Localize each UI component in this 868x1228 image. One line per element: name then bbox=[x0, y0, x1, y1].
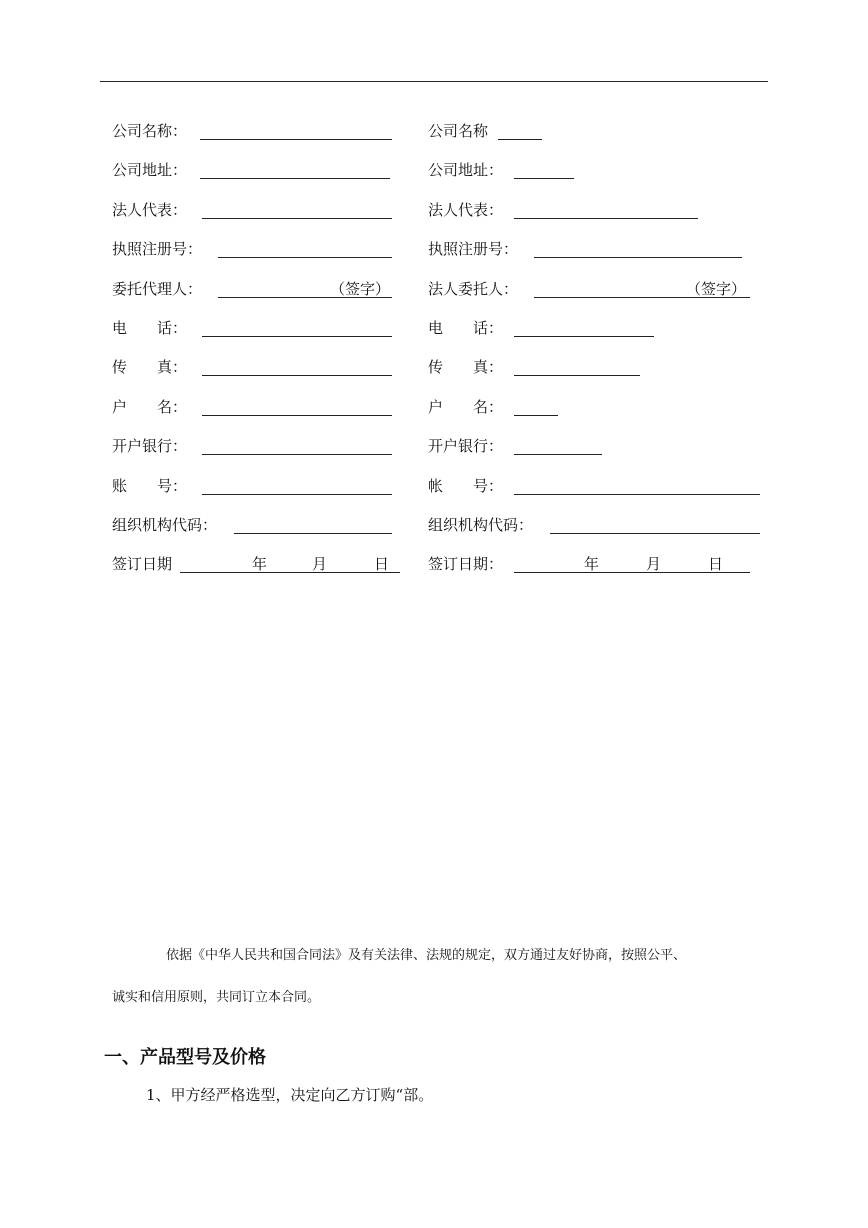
left-account-no-row bbox=[112, 476, 402, 500]
right-day-label: 日 bbox=[708, 555, 724, 573]
left-agent-row bbox=[112, 279, 402, 303]
left-company-name-label: 公司名称： bbox=[112, 122, 188, 140]
right-phone-row bbox=[428, 318, 768, 342]
left-company-name-row bbox=[112, 121, 402, 145]
right-license-no-label: 执照注册号： bbox=[428, 240, 519, 258]
header-rule bbox=[100, 81, 768, 82]
left-company-address-field[interactable] bbox=[200, 178, 390, 179]
right-month-label: 月 bbox=[646, 555, 662, 573]
right-org-code-label: 组织机构代码： bbox=[428, 516, 534, 534]
right-entrusted-row bbox=[428, 279, 768, 303]
left-account-name-label: 户 名： bbox=[112, 398, 188, 416]
right-company-address-field[interactable] bbox=[514, 178, 574, 179]
left-license-no-field[interactable] bbox=[218, 257, 392, 258]
left-sign-date-field[interactable] bbox=[180, 572, 400, 573]
left-license-no-label: 执照注册号： bbox=[112, 240, 203, 258]
left-year-label: 年 bbox=[252, 555, 268, 573]
right-sign-date-row bbox=[428, 554, 768, 578]
intro-paragraph-line2: 诚实和信用原则，共同订立本合同。 bbox=[112, 990, 321, 1005]
left-account-no-field[interactable] bbox=[202, 494, 392, 495]
left-account-name-row bbox=[112, 397, 402, 421]
left-phone-row bbox=[112, 318, 402, 342]
left-month-label: 月 bbox=[312, 555, 328, 573]
right-phone-field[interactable] bbox=[514, 336, 654, 337]
left-legal-rep-label: 法人代表： bbox=[112, 201, 188, 219]
right-phone-label: 电 话： bbox=[428, 319, 504, 337]
left-company-address-row bbox=[112, 160, 402, 184]
intro-paragraph-line1: 依据《中华人民共和国合同法》及有关法律、法规的规定，双方通过友好协商，按照公平、 bbox=[166, 948, 687, 963]
left-fax-label: 传 真： bbox=[112, 358, 188, 376]
left-license-no-row bbox=[112, 239, 402, 263]
right-company-address-label: 公司地址： bbox=[428, 161, 504, 179]
right-entrusted-label: 法人委托人： bbox=[428, 280, 519, 298]
left-phone-field[interactable] bbox=[202, 336, 392, 337]
left-sign-date-row bbox=[112, 554, 407, 578]
right-company-name-label: 公司名称 bbox=[428, 122, 489, 140]
left-account-no-label: 账 号： bbox=[112, 477, 188, 495]
right-fax-label: 传 真： bbox=[428, 358, 504, 376]
left-phone-label: 电 话： bbox=[112, 319, 188, 337]
right-org-code-field[interactable] bbox=[550, 533, 760, 534]
right-bank-label: 开户银行： bbox=[428, 437, 504, 455]
right-legal-rep-field[interactable] bbox=[514, 218, 698, 219]
right-account-name-label: 户 名： bbox=[428, 398, 504, 416]
left-bank-field[interactable] bbox=[202, 454, 392, 455]
right-account-no-field[interactable] bbox=[514, 494, 760, 495]
right-fax-row bbox=[428, 357, 768, 381]
left-bank-label: 开户银行： bbox=[112, 437, 188, 455]
right-legal-rep-row bbox=[428, 200, 768, 224]
right-account-no-label: 帐 号： bbox=[428, 477, 504, 495]
left-day-label: 日 bbox=[374, 555, 390, 573]
section-heading-product-model-price: 一、产品型号及价格 bbox=[104, 1047, 266, 1068]
left-org-code-label: 组织机构代码： bbox=[112, 516, 218, 534]
right-company-name-row bbox=[428, 121, 768, 145]
right-license-no-row bbox=[428, 239, 768, 263]
right-license-no-field[interactable] bbox=[534, 257, 742, 258]
right-bank-field[interactable] bbox=[514, 454, 602, 455]
left-fax-field[interactable] bbox=[202, 375, 392, 376]
right-org-code-row bbox=[428, 515, 768, 539]
left-fax-row bbox=[112, 357, 402, 381]
right-entrusted-sign-note: （签字） bbox=[686, 280, 747, 298]
left-org-code-row bbox=[112, 515, 402, 539]
right-account-no-row bbox=[428, 476, 768, 500]
right-bank-row bbox=[428, 436, 768, 460]
left-sign-date-label: 签订日期 bbox=[112, 555, 173, 573]
right-account-name-row bbox=[428, 397, 768, 421]
left-company-name-field[interactable] bbox=[200, 139, 392, 140]
left-company-address-label: 公司地址： bbox=[112, 161, 188, 179]
right-account-name-field[interactable] bbox=[514, 415, 558, 416]
left-account-name-field[interactable] bbox=[202, 415, 392, 416]
right-year-label: 年 bbox=[584, 555, 600, 573]
right-company-address-row bbox=[428, 160, 768, 184]
left-legal-rep-row bbox=[112, 200, 402, 224]
right-company-name-field[interactable] bbox=[498, 139, 542, 140]
left-agent-sign-note: （签字） bbox=[330, 280, 391, 298]
left-agent-label: 委托代理人： bbox=[112, 280, 203, 298]
left-org-code-field[interactable] bbox=[234, 533, 392, 534]
right-legal-rep-label: 法人代表： bbox=[428, 201, 504, 219]
right-sign-date-label: 签订日期： bbox=[428, 555, 504, 573]
section1-item1: 1、甲方经严格选型，决定向乙方订购“部。 bbox=[146, 1086, 434, 1104]
left-bank-row bbox=[112, 436, 402, 460]
right-fax-field[interactable] bbox=[514, 375, 640, 376]
left-legal-rep-field[interactable] bbox=[202, 218, 392, 219]
